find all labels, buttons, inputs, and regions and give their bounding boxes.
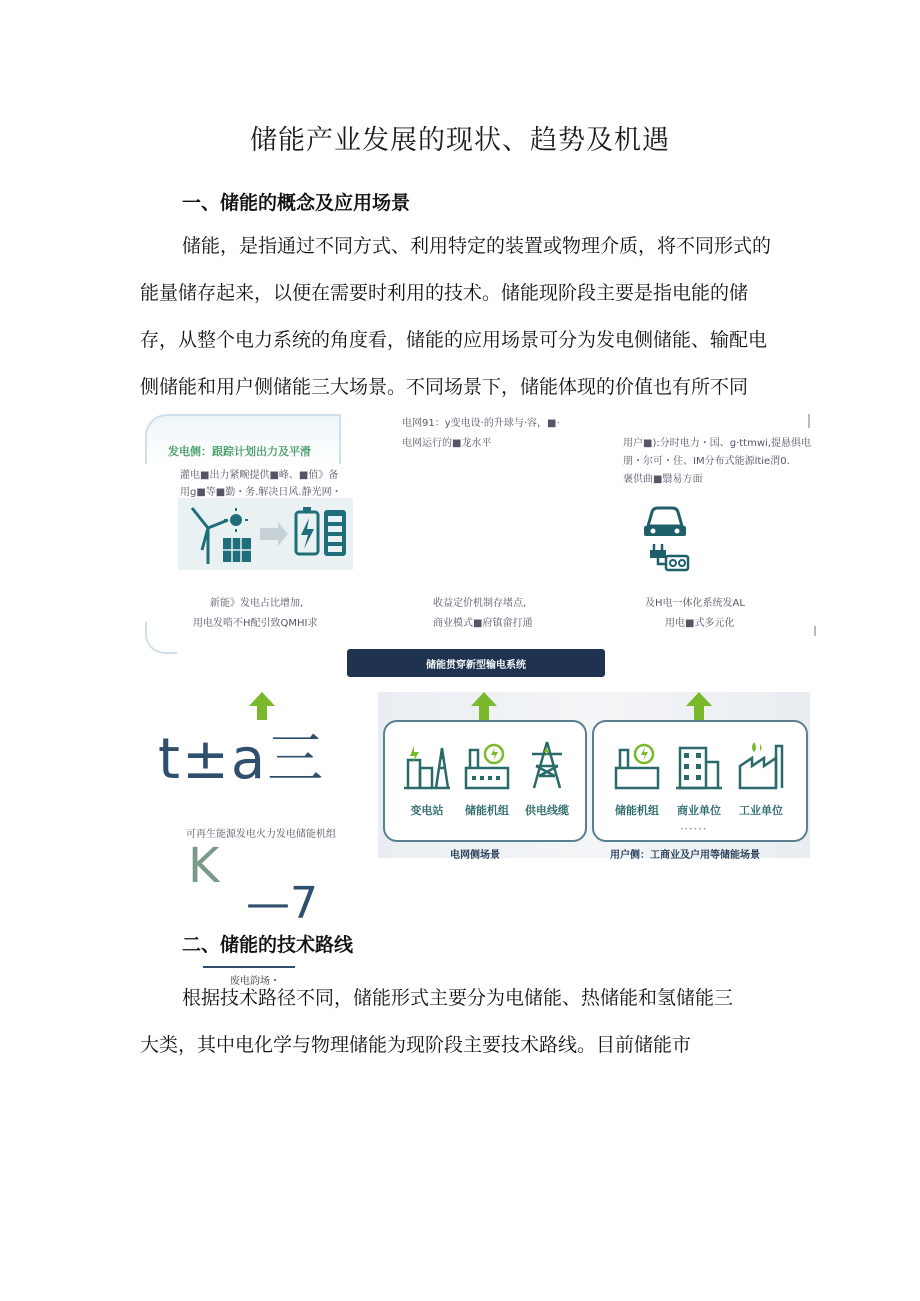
grid-bottom-text-2: 商业模式■府镇畲打通 (433, 618, 533, 629)
user-side-text-1: 用户■):分时电力・国、g·ttmwi,提悬俱电 (623, 438, 811, 449)
user-side-text-3: 褒供曲■翳易方面 (623, 474, 703, 485)
ocr-underline (203, 966, 295, 968)
user-card-label-1: 储能机组 (615, 804, 659, 817)
grid-bottom-text-1: 收益定价机制存堵点, (433, 598, 527, 609)
page-title: 储能产业发展的现状、趋势及机遇 (250, 125, 670, 156)
section-1-line-2: 能量储存起来，以便在需要时利用的技术。储能现阶段主要是指电能的储 (140, 282, 749, 304)
section-2-line-2: 大类，其中电化学与物理储能为现阶段主要技术路线。目前储能市 (140, 1034, 692, 1056)
user-side-text-2: 朋・尔可・住、IM分布式能源ltie渭0. (623, 456, 790, 467)
edge-mark-right (808, 626, 816, 636)
system-banner-text: 储能贯穿新型输电系统 (426, 659, 526, 671)
up-arrow-icon (685, 690, 713, 722)
gen-side-card-bottom (145, 622, 177, 654)
gen-bottom-text-2: 用电发啃不H配引致QMHI求 (193, 618, 318, 629)
grid-card-label-3: 供电线缆 (525, 804, 569, 817)
user-bottom-text-1: 及H电一体化系统发AL (645, 598, 745, 609)
storage-unit-icon (612, 738, 662, 792)
gen-side-glyphs: t±a三 (158, 727, 326, 792)
ocr-small-fragment: 废电韵场・ (230, 976, 280, 987)
section-1-line-1: 储能，是指通过不同方式、利用特定的装置或物理介质，将不同形式的 (182, 235, 772, 257)
up-arrow-icon (248, 690, 276, 722)
factory-icon (736, 738, 786, 792)
gen-side-caption: 可再生能源发电火力发电储能机组 (186, 829, 336, 840)
section-1-line-3: 存，从整个电力系统的角度看，储能的应用场景可分为发电侧储能、输配电 (140, 329, 768, 351)
user-bottom-text-2: 用电■式多元化 (665, 618, 735, 629)
gen-bottom-text-1: 新能》发电占比增加, (210, 598, 304, 609)
ev-charging-icon (640, 500, 690, 572)
grid-card-label-2: 储能机组 (465, 804, 509, 817)
section-1-heading: 一、储能的概念及应用场景 (182, 192, 411, 214)
gen-side-title: 发电侧：跟踪计划出力及平滑 (168, 445, 311, 458)
system-banner (347, 649, 605, 677)
commercial-building-icon (674, 738, 724, 792)
grid-side-text-2: 电网运行的■龙水平 (402, 438, 492, 449)
section-2-heading: 二、储能的技术路线 (182, 934, 354, 956)
wind-solar-battery-icon (178, 498, 353, 570)
grid-side-text-1: 电网91：y变电设·的升球与·容，■· (402, 418, 560, 429)
section-1-line-4: 侧储能和用户侧储能三大场景。不同场景下，储能体现的价值也有所不同 (140, 376, 749, 398)
up-arrow-icon (470, 690, 498, 722)
power-line-icon (522, 738, 572, 792)
grid-scene-caption: 电网侧场景 (450, 850, 500, 861)
storage-unit-icon (462, 738, 512, 792)
section-2-line-1: 根据技术路径不同，储能形式主要分为电储能、热储能和氢储能三 (182, 987, 734, 1009)
edge-mark (808, 414, 810, 428)
gen-side-text-2: 用g■等■勤・务.解决日风.静光网・ (180, 487, 342, 498)
dots-decoration: •••••• (680, 826, 708, 833)
grid-card-label-1: 变电站 (410, 804, 444, 817)
user-card-label-2: 商业单位 (677, 804, 721, 817)
gen-side-illustration (178, 498, 353, 570)
gen-side-text-1: 灌电■出力紧畹提供■峰、■值》备 (180, 470, 339, 481)
user-scene-caption: 用户侧：工商业及户用等储能场景 (610, 850, 760, 861)
gen-side-glyph-k: K (188, 838, 220, 894)
storage-scenarios-figure (140, 410, 815, 894)
ocr-fragment-seven: —7 (246, 878, 318, 929)
substation-icon (402, 738, 452, 792)
user-card-label-3: 工业单位 (739, 804, 783, 817)
